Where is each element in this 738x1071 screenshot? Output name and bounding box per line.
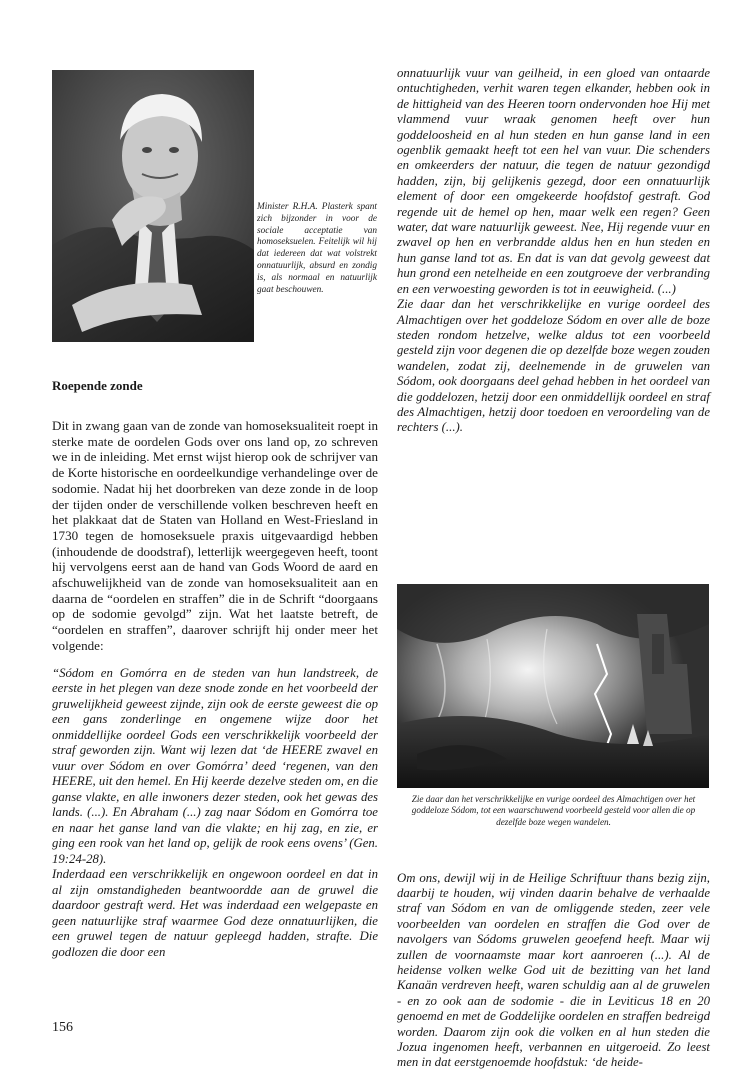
quote-paragraph-3: onnatuurlijk vuur van geilheid, in een gloed van ontaarde ontuchtigheden, verhit waren tegen elkander, hebben ook in de hittigheid van des Heeren toorn ondervonden hoe Hij met vlammend vuur wraak genomen heeft over hun goddeloosheid en al hun steden en hun ganse land in een ogenblik gemaakt heeft tot een hel van vuur. Die schenders en omkeerders der natuur, die tegen de natuur gezondigd hadden, zijn, bij gelijkenis gezegd, door een onnatuurlijk element of door een omgekeerde hoofdstof gestraft. God regende uit de hemel op hen, maar welk een regen? Geen water, dat ware natuurlijk geweest. Nee, Hij regende vuur en zwavel op hen en verbrandde aldus hen en hun steden en hun ganse land tot as. En dat is van dat gevolg geweest dat hun grond een netelheide en een zoutgroeve der verbranding en een verwoesting geworden is tot in eeuwigheid. (...)	[397, 66, 710, 296]
page-number: 156	[52, 1020, 73, 1035]
sodom-painting	[397, 584, 709, 788]
portrait-photo	[52, 70, 254, 342]
quote-block	[52, 666, 378, 961]
portrait-caption: Minister R.H.A. Plasterk spant zich bijzonder in voor de sociale acceptatie van homoseksuelen. Feitelijk wil hij dat iedereen dat wat volstrekt onnatuurlijk, absurd en zondig is, als normaal en natuurlijk gaat beschouwen.	[257, 202, 377, 295]
left-column	[52, 70, 378, 960]
quote-continuation	[397, 66, 710, 436]
closing-quote	[397, 871, 710, 1071]
portrait-figure	[52, 70, 378, 342]
quote-paragraph-2: Inderdaad een verschrikkelijk en ongewoon oordeel en dat in al zijn omstandigheden beantwoordde aan de gruwel die daardoor gestraft werd. Het was inderdaad een welgepaste en geen natuurlijke straf waarmee God deze onnatuurlijken, die een gruwel tegen de natuur gepleegd hadden, strafte. Die godlozen die door een	[52, 867, 378, 959]
right-column	[397, 66, 710, 1071]
quote-paragraph-4: Zie daar dan het verschrikkelijke en vurige oordeel des Almachtigen over het goddeloze Sódom en over alle de boze steden rondom hetzelve, welke aldus tot een voorbeeld gesteld zijn voor degenen die op dezelfde boze wegen zouden wandelen, zodat zij, deelnemende in de gruwelen van Sódom, ook doorgaans deel gehad hebben in het oordeel van die goddelozen, hetzij door een onmiddellijk oordeel en straf des Almachtigen, hetzij door toedoen en veroordeling van de rechters (...).	[397, 297, 710, 435]
section-heading: Roepende zonde	[52, 378, 143, 393]
intro-paragraph: Dit in zwang gaan van de zonde van homoseksualiteit roept in sterke mate de oordelen Gods over ons land op, zo schreven we in de inleiding. Met ernst wijst hierop ook de schrijver van de Korte historische en oordeelkundige verhandelinge over de sodomie. Nadat hij het doorbreken van deze zonde in de loop der tijden onder de verschillende volken beschreven heeft en het plakkaat dat de Staten van Holland en West-Friesland in 1730 tegen de homoseksuele praxis uitgevaardigd hebben (inhoudende de doodstraf), letterlijk weergegeven heeft, toont hij vervolgens eerst aan de hand van Gods Woord de aard en afschuwelijkheid van de zonde van homoseksualiteit aan en daarna de “oordelen en straffen” die in de Schrift “doorgaans op de sodomie gevolgd” zijn. Wat het laatste betreft, de “oordelen en straffen”, daarover schrijft hij onder meer het volgende:	[52, 418, 378, 653]
painting-caption: Zie daar dan het verschrikkelijke en vurige oordeel des Almachtigen over het goddeloze Sódom, tot een waarschuwend voorbeeld gesteld voor allen die op dezelfde boze wegen wandelen.	[411, 793, 696, 827]
quote-paragraph-5: Om ons, dewijl wij in de Heilige Schriftuur thans bezig zijn, daarbij te houden, wij vinden daarin behalve de verhaalde straf van Sódom en van de omliggende steden, zeer vele voorbeelden van oordelen en straffen die God over de navolgers van Sódoms gruwelen geoefend heeft. Maar wij zullen de voornaamste maar kort aanroeren (...). Al de heidense volken welke God uit de bezitting van het land Kanaän verdreven heeft, waren schuldig aan al de gruwelen - en zo ook aan de sodomie - die in Leviticus 18 en 20 genoemd en met de Goddelijke oordelen en straffen bedreigd worden. Daarom zijn ook die volken en al hun steden die Jozua ingenomen heeft, verbannen en uitgeroeid. Zo leest men in dat eerstgenoemde hoofdstuk: ‘de heide-	[397, 870, 710, 1070]
quote-paragraph-1: “Sódom en Gomórra en de steden van hun landstreek, de eerste in het plegen van deze snode zonde en het voorbeeld der gruwelijkheid geweest zijnde, zijn ook de eerste geweest die op een gans zonderlinge en ongemene wijze door het onmiddellijke oordeel Gods een verschrikkelijk voorbeeld der straf geworden zijn. Want wij lezen dat ‘de HEERE zwavel en vuur over Sódom en over Gomórra’ deed ‘regenen, van den HEERE, uit den hemel. En Hij keerde dezelve steden om, en die ganse vlakte, en alle inwoners dezer steden, ook het gewas des lands. (...). En Abraham (...) zag naar Sódom en Gomórra toe en naar het ganse land van die vlakte; en hij zag, en zie, er ging een rook van het land op, gelijk de rook eens ovens’ (Gen. 19:24-28).	[52, 665, 378, 866]
